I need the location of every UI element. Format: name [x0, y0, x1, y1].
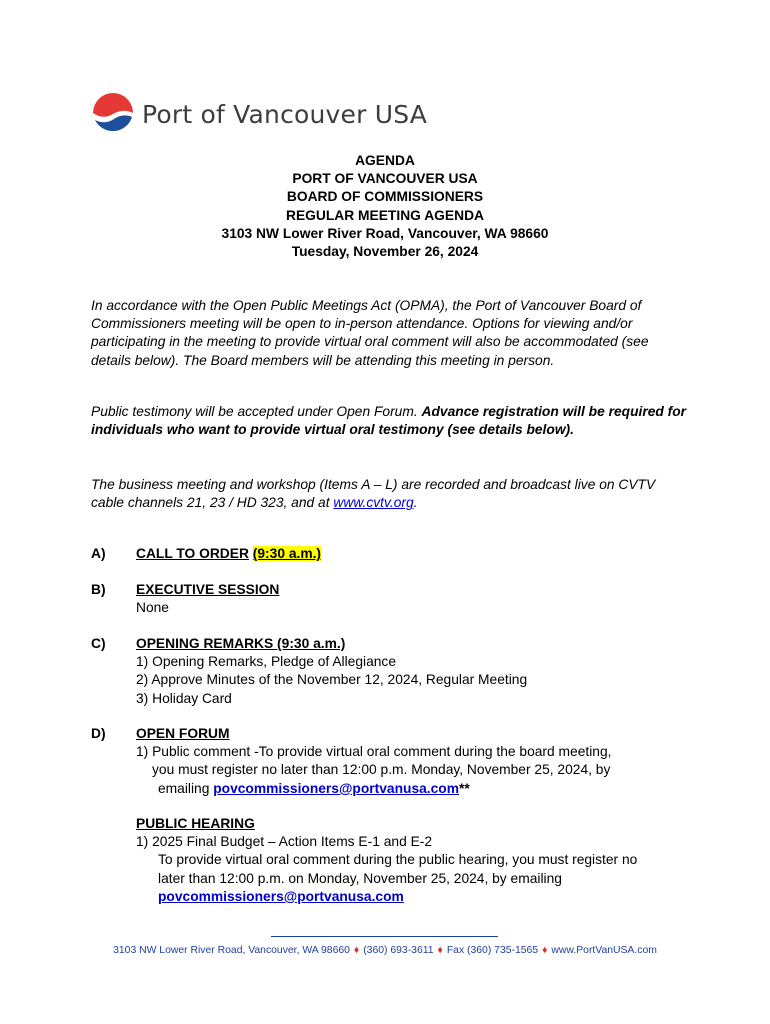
diamond-separator-icon: ♦	[353, 945, 360, 956]
item-line: you must register no later than 12:00 p.m. Monday, November 25, 2024, by	[152, 762, 611, 778]
footer-phone: (360) 693-3611	[363, 945, 434, 956]
item-letter: B)	[91, 582, 106, 597]
item-line-text: emailing	[158, 780, 214, 796]
port-logo	[92, 93, 427, 135]
testimony-paragraph	[91, 403, 691, 439]
item-line: 1) Opening Remarks, Pledge of Allegiance	[136, 654, 396, 670]
item-letter: C)	[91, 636, 106, 651]
item-line: later than 12:00 p.m. on Monday, November 25, 2024, by emailing	[158, 870, 562, 886]
diamond-separator-icon: ♦	[437, 945, 443, 956]
agenda-item-a	[91, 545, 701, 563]
cvtv-link[interactable]: www.cvtv.org	[333, 495, 414, 511]
testimony-text: Public testimony will be accepted under Open Forum.	[91, 404, 422, 419]
opma-paragraph: In accordance with the Open Public Meetings Act (OPMA), the Port of Vancouver Board of Commissioners meeting will be open to in-person attendance. Options for viewing and/or participating in the meeting to provide virtual oral comment will also be accommodated (see details below). The Board members will be attending this meeting in person.	[91, 298, 649, 368]
footer-fax: Fax (360) 735-1565	[446, 945, 539, 956]
item-line: 1) Public comment -To provide virtual oral comment during the board meeting,	[136, 744, 612, 760]
broadcast-end: .	[413, 495, 418, 511]
broadcast-text: The business meeting and workshop (Items A – L) are recorded and broadcast live on CVTV cable channels 21, 23 / HD 323, and at	[91, 477, 656, 511]
item-line: 1) 2025 Final Budget – Action Items E-1 and E-2	[136, 834, 433, 850]
header-line: Tuesday, November 26, 2024	[291, 244, 479, 260]
item-line: None	[136, 600, 169, 616]
section-title: PUBLIC HEARING	[136, 816, 255, 831]
item-letter: D)	[91, 726, 106, 741]
broadcast-paragraph	[91, 476, 691, 512]
footer-divider	[271, 936, 498, 937]
footer-website[interactable]: www.PortVanUSA.com	[551, 945, 657, 956]
item-line	[136, 888, 701, 906]
email-link[interactable]: povcommissioners@portvanusa.com	[213, 780, 459, 796]
item-title: CALL TO ORDER	[136, 546, 249, 561]
asterisks: **	[459, 780, 470, 796]
item-line: 3) Holiday Card	[136, 690, 232, 706]
public-hearing-section	[91, 815, 701, 906]
diamond-separator-icon: ♦	[542, 945, 548, 956]
header-line: 3103 NW Lower River Road, Vancouver, WA 98660	[221, 225, 549, 241]
footer-address: 3103 NW Lower River Road, Vancouver, WA 98660	[113, 945, 350, 956]
agenda-header	[0, 152, 770, 261]
port-logo-mark-icon	[92, 93, 134, 135]
item-title: OPENING REMARKS (9:30 a.m.)	[136, 636, 346, 651]
item-line: To provide virtual oral comment during the public hearing, you must register no	[158, 852, 638, 868]
header-line: AGENDA	[355, 153, 415, 168]
logo-text: Port of Vancouver USA	[142, 99, 428, 129]
agenda-item-c	[91, 635, 701, 708]
registration-notice: Advance registration will be required for individuals who want to provide virtual oral testimony (see details below).	[91, 404, 687, 438]
agenda-item-d	[91, 725, 701, 798]
agenda-item-b	[91, 581, 701, 617]
item-line	[136, 780, 701, 798]
email-link[interactable]: povcommissioners@portvanusa.com	[158, 888, 404, 904]
item-time: (9:30 a.m.)	[252, 546, 322, 561]
header-line: REGULAR MEETING AGENDA	[285, 207, 484, 223]
item-letter: A)	[91, 546, 106, 561]
header-line: PORT OF VANCOUVER USA	[292, 171, 478, 187]
item-title: OPEN FORUM	[136, 726, 230, 741]
item-title: EXECUTIVE SESSION	[136, 582, 280, 597]
item-line: 2) Approve Minutes of the November 12, 2024, Regular Meeting	[136, 672, 528, 688]
footer-contact	[0, 945, 770, 956]
header-line: BOARD OF COMMISSIONERS	[286, 189, 484, 205]
